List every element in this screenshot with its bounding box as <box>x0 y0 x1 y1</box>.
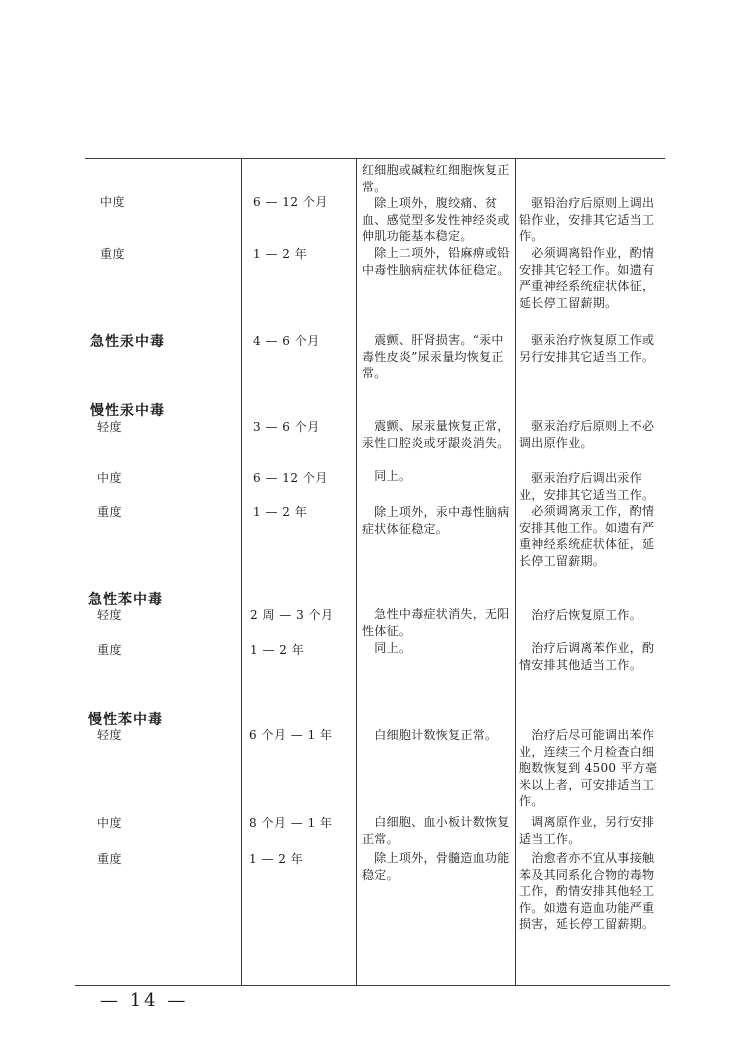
duration-cell: 6 个月 — 1 年 <box>249 728 333 742</box>
handling-cell: 治疗后尽可能调出苯作业，连续三个月检查白细胞数恢复到 4500 平方毫米以上者，可安排适当工作。 <box>519 728 658 808</box>
grade-cell: 重度 <box>97 505 123 519</box>
grade-cell: 轻度 <box>97 608 123 622</box>
grade-cell: 轻度 <box>97 420 123 434</box>
criteria-cell: 震颤、肝肾损害。“汞中毒性皮炎”尿汞量均恢复正常。 <box>362 333 504 380</box>
duration-cell: 4 — 6 个月 <box>253 334 320 348</box>
grade-cell: 轻度 <box>97 728 123 742</box>
table-bottom-border <box>75 985 670 986</box>
criteria-cell: 白细胞、血小板计数恢复正常。 <box>362 815 510 846</box>
section-heading: 急性汞中毒 <box>90 334 165 350</box>
criteria-cell: 除上项外，腹绞痛、贫血、感觉型多发性神经炎或伸肌功能基本稳定。 <box>362 196 510 243</box>
criteria-cell: 除上二项外，铅麻痹或铅中毒性脑病症状体征稳定。 <box>362 246 510 277</box>
duration-cell: 2 周 — 3 个月 <box>250 608 334 622</box>
section-heading: 急性苯中毒 <box>88 592 163 608</box>
criteria-cell: 除上项外，汞中毒性脑病症状体征稳定。 <box>362 505 510 536</box>
handling-cell: 必须调离铅作业，酌情安排其它轻工作。如遗有严重神经系统症状体征，延长停工留薪期。 <box>519 246 655 310</box>
grade-cell: 重度 <box>100 247 126 261</box>
section-heading: 慢性汞中毒 <box>90 403 165 419</box>
criteria-cell: 急性中毒症状消失，无阳性体征。 <box>362 607 510 638</box>
criteria-cell: 震颤、尿汞量恢复正常，汞性口腔炎或牙龈炎消失。 <box>362 419 510 450</box>
handling-cell: 驱铅治疗后原则上调出铅作业，安排其它适当工作。 <box>519 196 655 243</box>
handling-cell: 驱汞治疗后原则上不必调出原作业。 <box>519 419 655 450</box>
criteria-cell: 同上。 <box>362 641 412 655</box>
duration-cell: 6 — 12 个月 <box>253 471 328 485</box>
column-divider-1 <box>241 158 242 985</box>
table-top-border <box>85 158 665 159</box>
handling-cell: 治疗后调离苯作业，酌情安排其他适当工作。 <box>519 641 655 672</box>
duration-cell: 1 — 2 年 <box>253 247 308 261</box>
duration-cell: 1 — 2 年 <box>253 505 308 519</box>
column-divider-3 <box>515 158 516 985</box>
grade-cell: 重度 <box>97 852 123 866</box>
page-number: — 14 — <box>100 990 189 1011</box>
criteria-cell: 红细胞或碱粒红细胞恢复正常。 <box>362 163 510 194</box>
column-divider-2 <box>356 158 357 985</box>
duration-cell: 1 — 2 年 <box>250 643 305 657</box>
handling-cell: 治愈者亦不宜从事接触苯及其同系化合物的毒物工作，酌情安排其他轻工作。如遗有造血功能严重损害，延长停工留薪期。 <box>519 851 655 931</box>
duration-cell: 8 个月 — 1 年 <box>249 816 333 830</box>
criteria-cell: 白细胞计数恢复正常。 <box>362 728 498 742</box>
handling-cell: 治疗后恢复原工作。 <box>519 608 643 622</box>
handling-cell: 驱汞治疗后调出汞作业，安排其它适当工作。 <box>519 471 655 502</box>
grade-cell: 重度 <box>97 643 123 657</box>
handling-cell: 必须调离汞工作，酌情安排其他工作。如遗有严重神经系统症状体征，延长停工留薪期。 <box>519 504 655 568</box>
criteria-cell: 除上项外，骨髓造血功能稳定。 <box>362 851 510 882</box>
grade-cell: 中度 <box>97 471 123 485</box>
handling-cell: 驱汞治疗恢复原工作或另行安排其它适当工作。 <box>519 333 655 364</box>
grade-cell: 中度 <box>100 195 126 209</box>
section-heading: 慢性苯中毒 <box>88 712 163 728</box>
duration-cell: 6 — 12 个月 <box>253 195 328 209</box>
grade-cell: 中度 <box>97 816 123 830</box>
duration-cell: 1 — 2 年 <box>249 852 304 866</box>
criteria-cell: 同上。 <box>362 469 412 483</box>
handling-cell: 调离原作业，另行安排适当工作。 <box>519 815 655 846</box>
duration-cell: 3 — 6 个月 <box>253 420 320 434</box>
